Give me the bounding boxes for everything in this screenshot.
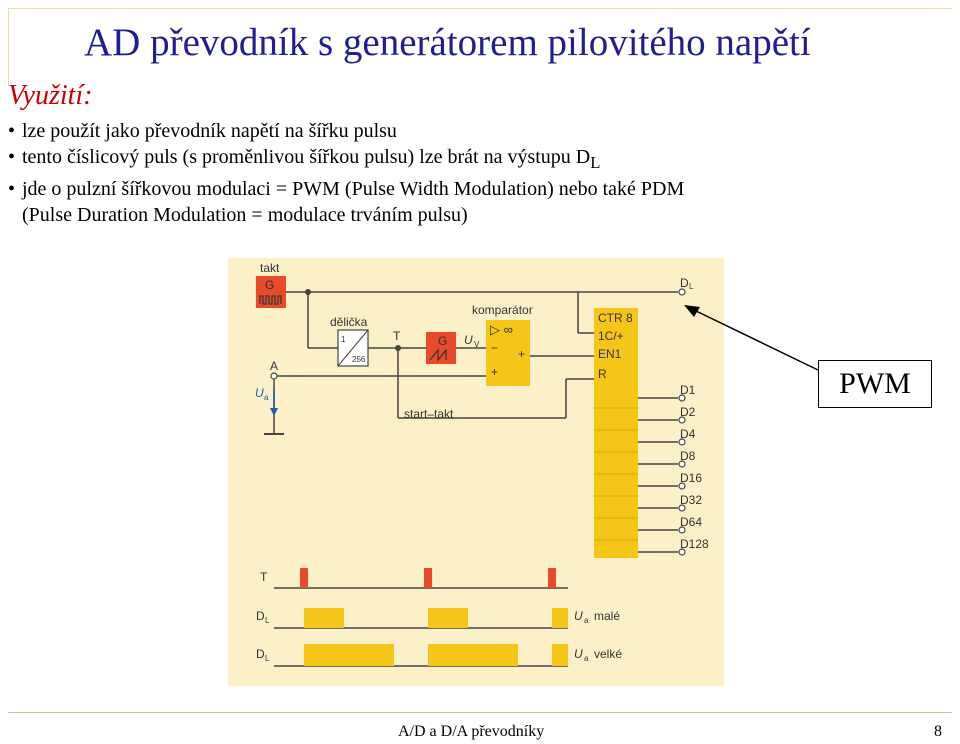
t-node-label: T (393, 329, 401, 343)
subscript-l: L (590, 153, 601, 172)
start-takt-label: start–takt (404, 407, 454, 421)
slide-title: AD převodník s generátorem pilovitého napětí (84, 21, 811, 64)
comparator-symbol: ▷ ∞ (490, 322, 513, 337)
dl-top-label: D (680, 276, 689, 290)
takt-label: takt (260, 261, 280, 275)
uv-subscript: V (474, 340, 480, 349)
counter-c1-label: 1C/+ (598, 329, 624, 343)
ua-large-sub: a (584, 654, 589, 663)
divider-in-label: 1 (341, 335, 346, 344)
counter-en1-label: EN1 (598, 347, 622, 361)
bullet-item: • tento číslicový puls (s proměnlivou šířkou pulsu) lze brát na výstupu $D_L$ (8, 146, 601, 172)
comparator-plus-out: + (518, 347, 526, 361)
ua-small-label: malé (594, 609, 621, 623)
bullet-continuation: (Pulse Duration Modulation = modulace trváním pulsu) (22, 204, 468, 226)
bullet-item: • jde o pulzní šířkovou modulaci = PWM (Pulse Width Modulation) nebo také PDM (8, 178, 685, 200)
ua-large-u: U (574, 647, 583, 661)
output-label: D64 (680, 515, 703, 529)
ua-label: U (255, 386, 264, 400)
dl-small-label: D (256, 609, 265, 623)
output-label: D16 (680, 471, 703, 485)
t-wave-label: T (260, 570, 268, 584)
dl-top-subscript: L (689, 282, 694, 291)
ua-large-label: velké (594, 647, 623, 661)
comparator-plus-in: + (491, 365, 499, 379)
counter-r-label: R (598, 367, 607, 381)
slide-subtitle: Využití: (8, 80, 93, 111)
output-label: D2 (680, 405, 696, 419)
arrow-head-icon (684, 305, 700, 317)
dl-small-subscript: L (265, 616, 270, 625)
bullet-item: • lze použít jako převodník napětí na šířku pulsu (8, 120, 397, 142)
ua-small-u: U (574, 609, 583, 623)
pwm-callout-box: PWM (818, 360, 932, 408)
counter-ctr-label: CTR 8 (598, 311, 633, 325)
input-a-label: A (270, 359, 279, 373)
page-number: 8 (934, 723, 942, 740)
ua-small-sub: a (584, 616, 589, 625)
ramp-generator-letter: G (438, 334, 448, 348)
output-label: D128 (680, 537, 709, 551)
comparator-label: komparátor (472, 303, 533, 317)
dl-large-label: D (256, 647, 265, 661)
comparator-minus: − (491, 341, 499, 355)
output-label: D32 (680, 493, 703, 507)
footer-title: A/D a D/A převodníky (398, 723, 545, 740)
output-label: D8 (680, 449, 696, 463)
dl-large-subscript: L (265, 654, 270, 663)
divider-label: dělička (330, 315, 368, 329)
output-label: D4 (680, 427, 696, 441)
divider-out-label: 256 (352, 355, 366, 364)
uv-label: U (464, 333, 473, 347)
ua-subscript: a (264, 393, 269, 402)
output-label: D1 (680, 383, 696, 397)
frame-bottom-line (8, 712, 952, 713)
generator-letter: G (265, 278, 275, 292)
